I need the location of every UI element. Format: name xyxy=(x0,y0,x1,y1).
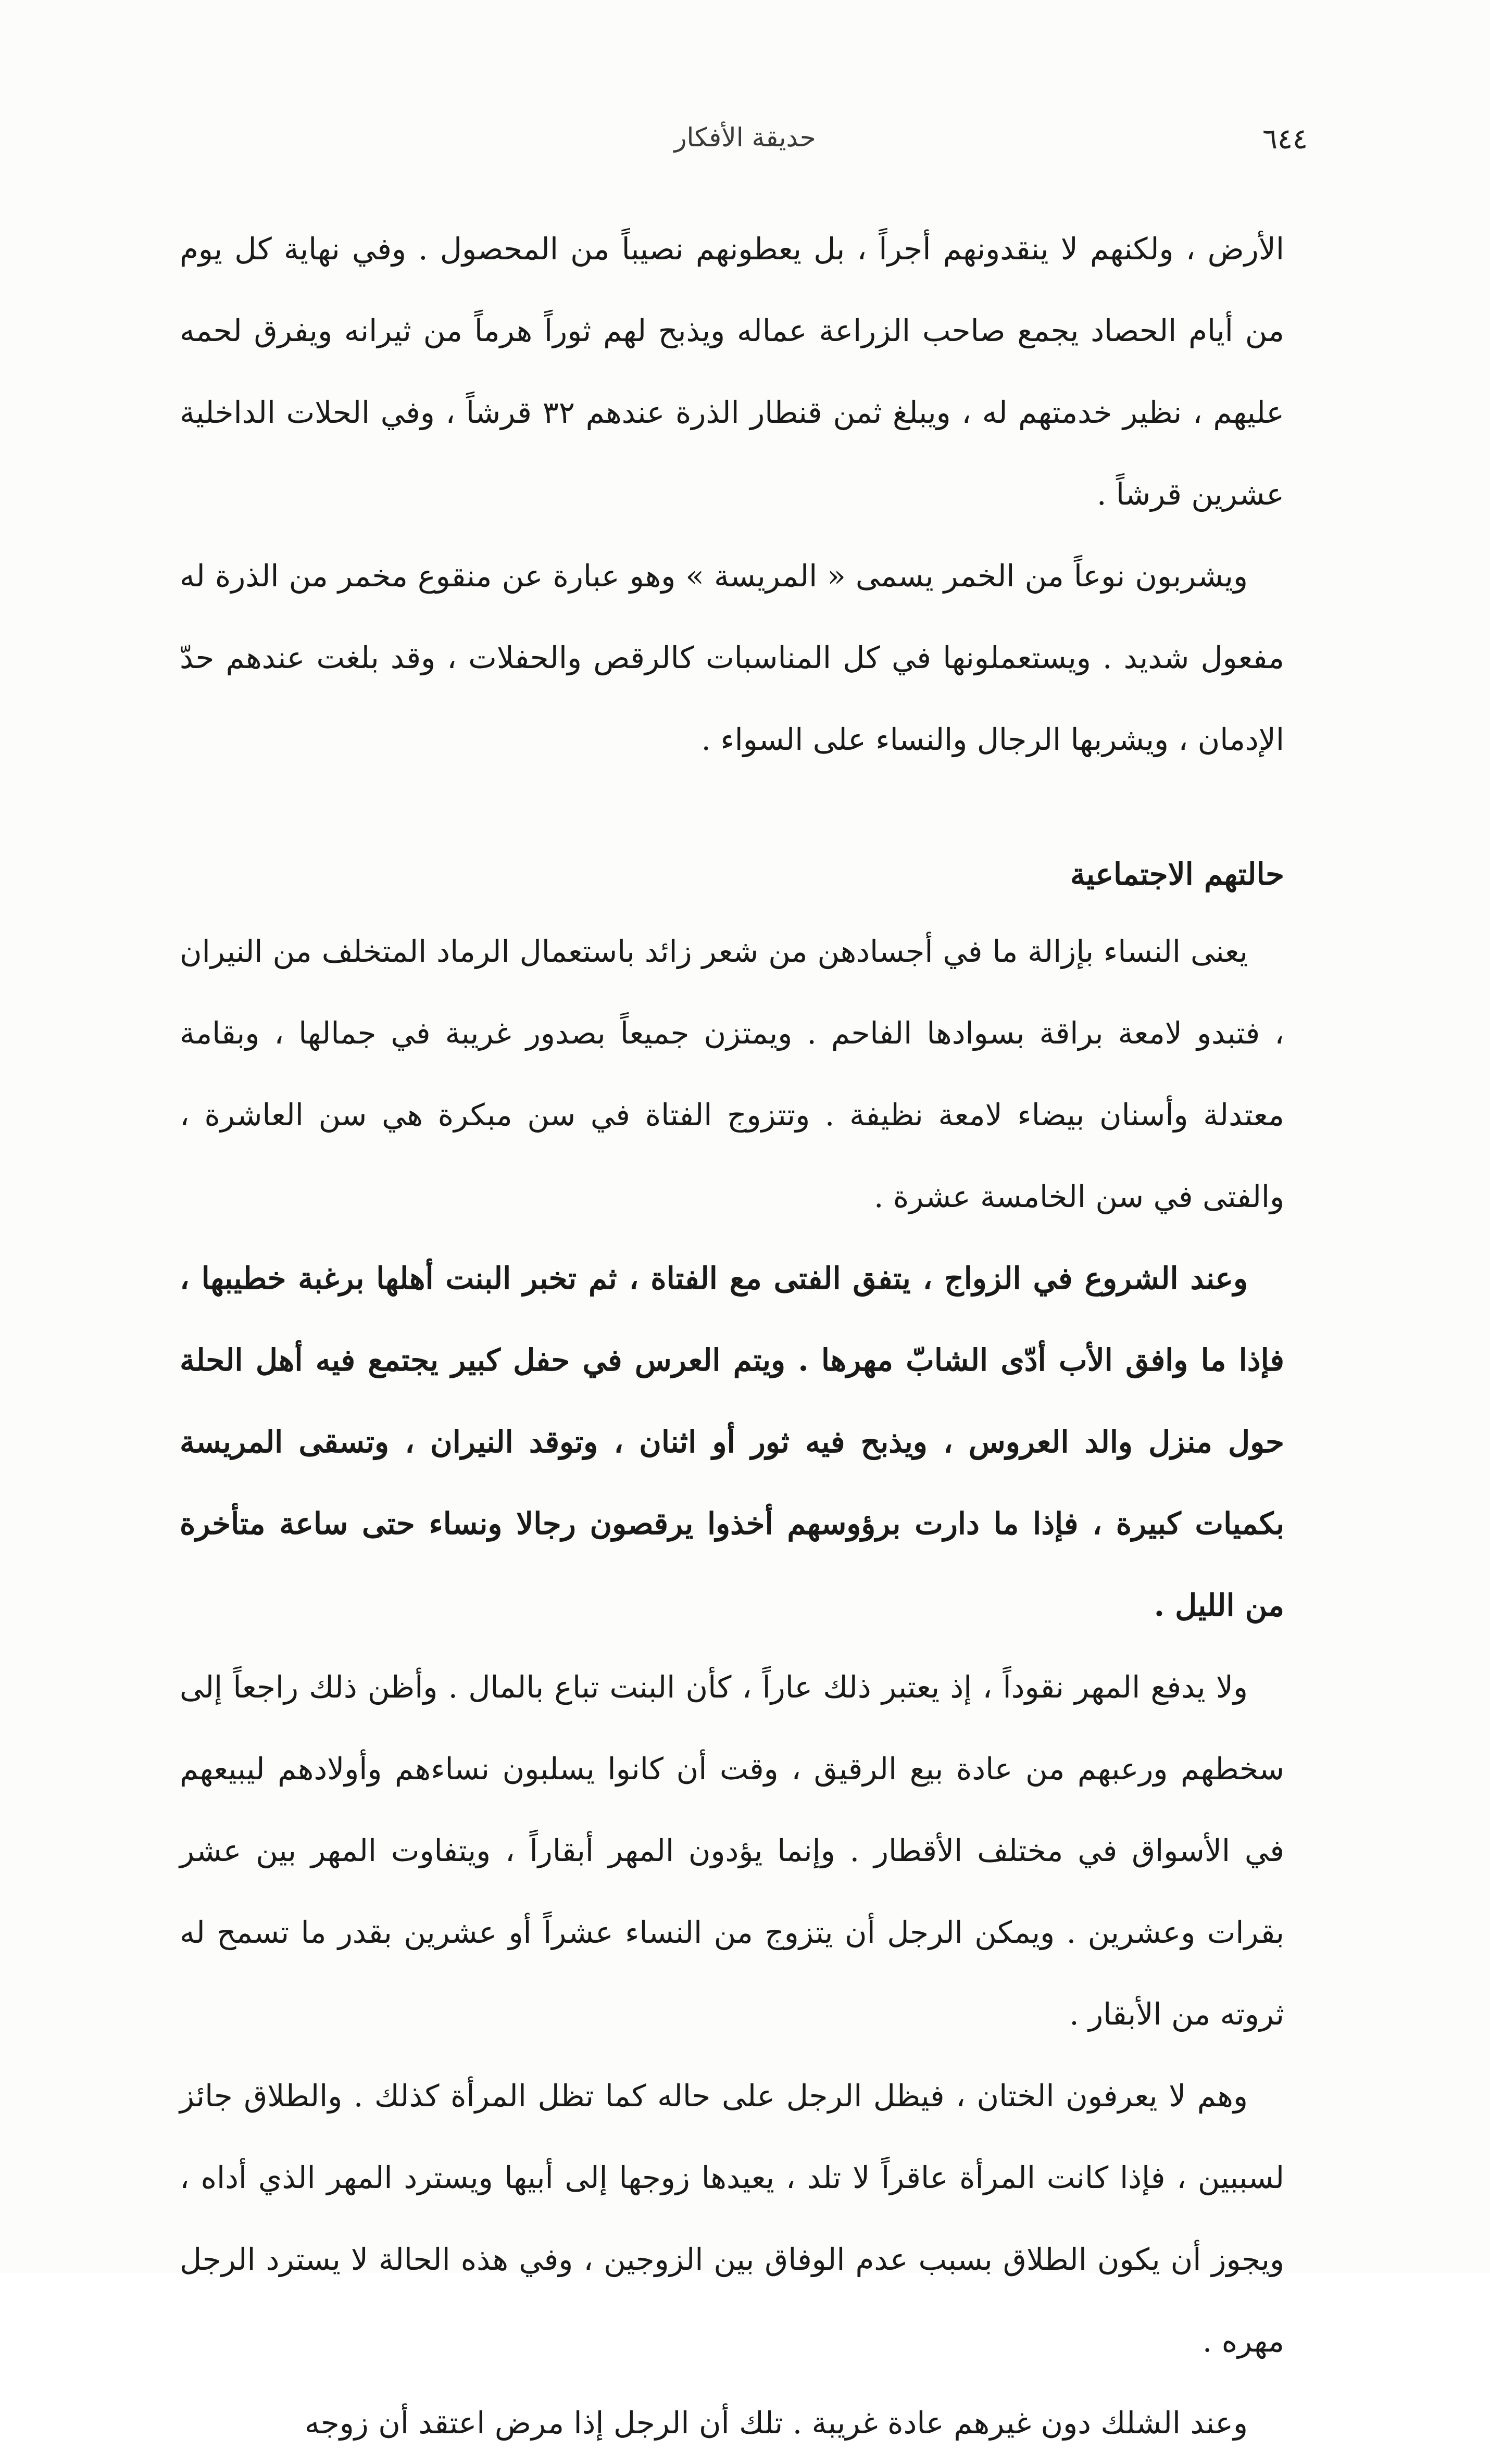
page-number: ٦٤٤ xyxy=(1262,122,1308,155)
section-heading: حالتهم الاجتماعية xyxy=(1070,857,1284,892)
body-paragraph: ويشربون نوعاً من الخمر يسمى « المريسة » وهو عبارة عن منقوع مخمر من الذرة له مفعول شديد . ويستعملونها في كل المناسبات كالرقص والحفلات ، وقد بلغت عندهم حدّ الإدمان ، ويشربها الرجال والنساء على السواء . xyxy=(180,558,1284,757)
body-paragraph: وعند الشلك دون غيرهم عادة غريبة . تلك أن الرجل إذا مرض اعتقد أن زوجه xyxy=(304,2405,1248,2441)
body-paragraph: وعند الشروع في الزواج ، يتفق الفتى مع الفتاة ، ثم تخبر البنت أهلها برغبة خطيبها ، فإذا ما وافق الأب أدّى الشابّ مهرها . ويتم العرس في حفل كبير يجتمع فيه أهل الحلة حول منزل والد العروس ، ويذبح فيه ثور أو اثنان ، وتوقد النيران ، وتسقى المريسة بكميات كبيرة ، فإذا ما دارت برؤوسهم أخذوا يرقصون رجالا ونساء حتى ساعة متأخرة من الليل . xyxy=(180,1261,1284,1623)
page-header xyxy=(182,122,1308,164)
page-body xyxy=(180,208,1284,2464)
body-paragraph: وهم لا يعرفون الختان ، فيظل الرجل على حاله كما تظل المرأة كذلك . والطلاق جائز لسببين ، فإذا كانت المرأة عاقراً لا تلد ، يعيدها زوجها إلى أبيها ويسترد المهر الذي أداه ، ويجوز أن يكون الطلاق بسبب عدم الوفاق بين الزوجين ، وفي هذه الحالة لا يسترد الرجل مهره . xyxy=(180,2078,1284,2359)
body-paragraph: يعنى النساء بإزالة ما في أجسادهن من شعر زائد باستعمال الرماد المتخلف من النيران ، فتبدو لامعة براقة بسوادها الفاحم . ويمتزن جميعاً بصدور غريبة في جمالها ، وبقامة معتدلة وأسنان بيضاء لامعة نظيفة . وتتزوج الفتاة في سن مبكرة هي سن العاشرة ، والفتى في سن الخامسة عشرة . xyxy=(180,934,1284,1214)
body-paragraph: ولا يدفع المهر نقوداً ، إذ يعتبر ذلك عاراً ، كأن البنت تباع بالمال . وأظن ذلك راجعاً إلى سخطهم ورعبهم من عادة بيع الرقيق ، وقت أن كانوا يسلبون نساءهم وأولادهم ليبيعهم في الأسواق في مختلف الأقطار . وإنما يؤدون المهر أبقاراً ، ويتفاوت المهر بين عشر بقرات وعشرين . ويمكن الرجل أن يتزوج من النساء عشراً أو عشرين بقدر ما تسمح له ثروته من الأبقار . xyxy=(180,1669,1284,2032)
running-title: حديقة الأفكار xyxy=(674,122,816,153)
body-paragraph: الأرض ، ولكنهم لا ينقدونهم أجراً ، بل يعطونهم نصيباً من المحصول . وفي نهاية كل يوم من أيام الحصاد يجمع صاحب الزراعة عماله ويذبح لهم ثوراً هرماً من ثيرانه ويفرق لحمه عليهم ، نظير خدمتهم له ، ويبلغ ثمن قنطار الذرة عندهم ٣٢ قرشاً ، وفي الحلات الداخلية عشرين قرشاً . xyxy=(180,231,1284,512)
